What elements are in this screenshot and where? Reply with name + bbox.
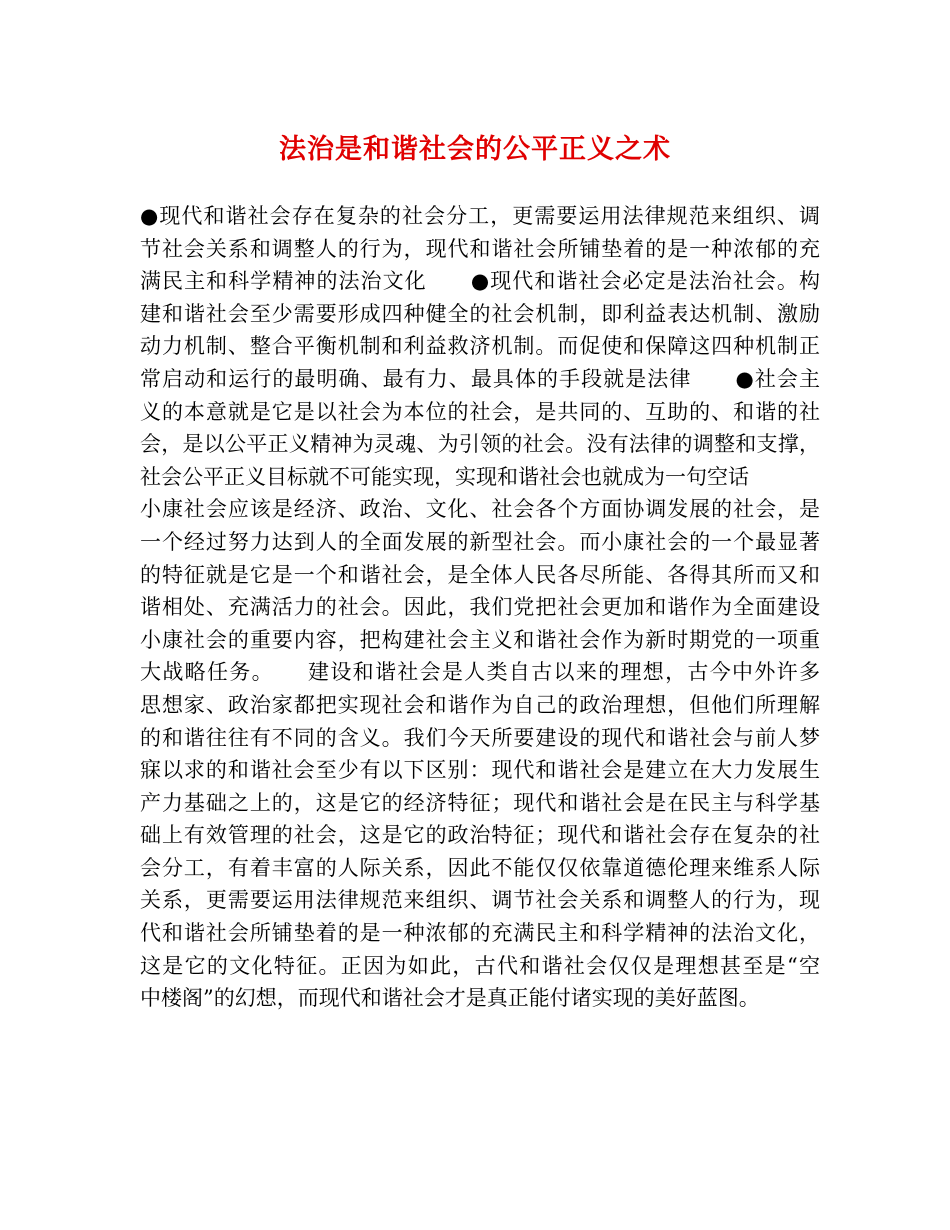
body-line: 这是它的文化特征。正因为如此，古代和谐社会仅仅是理想甚至是“空 — [140, 953, 820, 978]
body-line: 谐相处、充满活力的社会。因此，我们党把社会更加和谐作为全面建设 — [140, 595, 820, 620]
body-line: 常启动和运行的最明确、最有力、最具体的手段就是法律 ●社会主 — [140, 366, 820, 391]
body-line: 的和谐往往有不同的含义。我们今天所要建设的现代和谐社会与前人梦 — [140, 725, 820, 750]
body-line: 的特征就是它是一个和谐社会，是全体人民各尽所能、各得其所而又和 — [140, 562, 820, 587]
body-line: 产力基础之上的，这是它的经济特征；现代和谐社会是在民主与科学基 — [140, 790, 820, 815]
body-line: 关系，更需要运用法律规范来组织、调节社会关系和调整人的行为，现 — [140, 888, 820, 913]
body-line: 节社会关系和调整人的行为，现代和谐社会所铺垫着的是一种浓郁的充 — [140, 236, 820, 261]
body-line: 思想家、政治家都把实现社会和谐作为自己的政治理想，但他们所理解 — [140, 692, 820, 717]
body-line: 动力机制、整合平衡机制和利益救济机制。而促使和保障这四种机制正 — [140, 334, 820, 359]
body-line: 义的本意就是它是以社会为本位的社会，是共同的、互助的、和谐的社 — [140, 399, 820, 424]
body-line: 一个经过努力达到人的全面发展的新型社会。而小康社会的一个最显著 — [140, 529, 820, 554]
body-line: 寐以求的和谐社会至少有以下区别：现代和谐社会是建立在大力发展生 — [140, 758, 820, 783]
document-title: 法治是和谐社会的公平正义之术 — [279, 134, 671, 165]
body-line: 小康社会应该是经济、政治、文化、社会各个方面协调发展的社会，是 — [140, 497, 820, 522]
body-line: ●现代和谐社会存在复杂的社会分工，更需要运用法律规范来组织、调 — [140, 204, 820, 228]
body-line: 础上有效管理的社会，这是它的政治特征；现代和谐社会存在复杂的社 — [140, 823, 820, 848]
body-line: 小康社会的重要内容，把构建社会主义和谐社会作为新时期党的一项重 — [140, 627, 820, 652]
document-body — [140, 200, 820, 1015]
body-line: 会，是以公平正义精神为灵魂、为引领的社会。没有法律的调整和支撑， — [140, 432, 820, 457]
body-line: 代和谐社会所铺垫着的是一种浓郁的充满民主和科学精神的法治文化， — [140, 921, 820, 946]
body-line: 满民主和科学精神的法治文化 ●现代和谐社会必定是法治社会。构 — [140, 269, 820, 294]
body-line: 建和谐社会至少需要形成四种健全的社会机制，即利益表达机制、激励 — [140, 301, 820, 326]
body-line: 会分工，有着丰富的人际关系，因此不能仅仅依靠道德伦理来维系人际 — [140, 855, 820, 880]
body-line: 中楼阁”的幻想，而现代和谐社会才是真正能付诸实现的美好蓝图。 — [140, 986, 760, 1011]
body-line: 大战略任务。 建设和谐社会是人类自古以来的理想，古今中外许多 — [140, 660, 820, 685]
body-line: 社会公平正义目标就不可能实现，实现和谐社会也就成为一句空话 — [140, 464, 749, 489]
